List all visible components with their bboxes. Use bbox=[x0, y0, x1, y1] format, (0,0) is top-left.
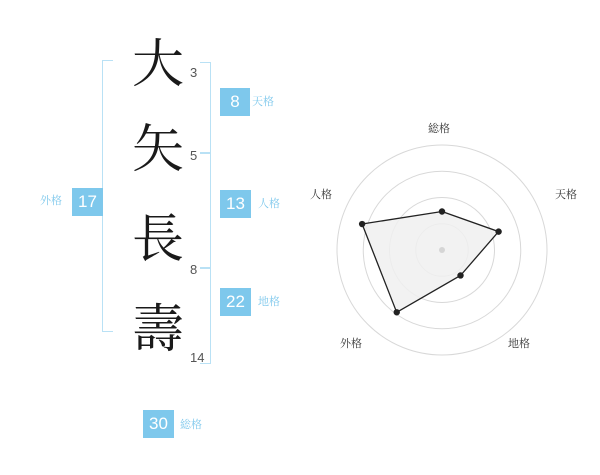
badge-value-soukaku: 30 bbox=[143, 410, 174, 438]
tenkaku-bracket bbox=[200, 62, 211, 154]
kanji-char-3: 長 bbox=[131, 212, 184, 269]
radar-chart bbox=[300, 0, 600, 470]
kanji-strokes-1: 3 bbox=[190, 65, 198, 80]
radar-axis-label-gaikaku: 外格 bbox=[340, 338, 362, 350]
badge-value-chikaku: 22 bbox=[220, 288, 251, 316]
badge-label-tenkaku: 天格 bbox=[252, 96, 274, 108]
chikaku-bracket bbox=[200, 267, 211, 364]
radar-axis-label-soukaku: 総格 bbox=[428, 123, 450, 135]
outer-bracket bbox=[102, 60, 113, 332]
badge-label-chikaku: 地格 bbox=[258, 296, 280, 308]
radar-axis-label-tenkaku: 天格 bbox=[555, 189, 577, 201]
badge-value-jinkaku: 13 bbox=[220, 190, 251, 218]
name-analysis-panel bbox=[0, 0, 300, 470]
kanji-strokes-4: 14 bbox=[190, 350, 205, 365]
badge-value-outer: 17 bbox=[72, 188, 103, 216]
badge-label-outer: 外格 bbox=[40, 195, 62, 207]
badge-label-jinkaku: 人格 bbox=[258, 198, 280, 210]
radar-axis-label-chikaku: 地格 bbox=[508, 338, 530, 350]
kanji-char-1: 大 bbox=[131, 37, 184, 94]
kanji-strokes-2: 5 bbox=[190, 148, 198, 163]
badge-value-tenkaku: 8 bbox=[220, 88, 250, 116]
badge-label-soukaku: 総格 bbox=[180, 419, 202, 431]
jinkaku-bracket bbox=[200, 152, 211, 269]
radar-axis-label-jinkaku: 人格 bbox=[310, 189, 332, 201]
kanji-strokes-3: 8 bbox=[190, 262, 198, 277]
kanji-char-2: 矢 bbox=[131, 122, 184, 179]
radar-chart-svg bbox=[300, 0, 600, 470]
kanji-char-4: 壽 bbox=[131, 302, 184, 359]
